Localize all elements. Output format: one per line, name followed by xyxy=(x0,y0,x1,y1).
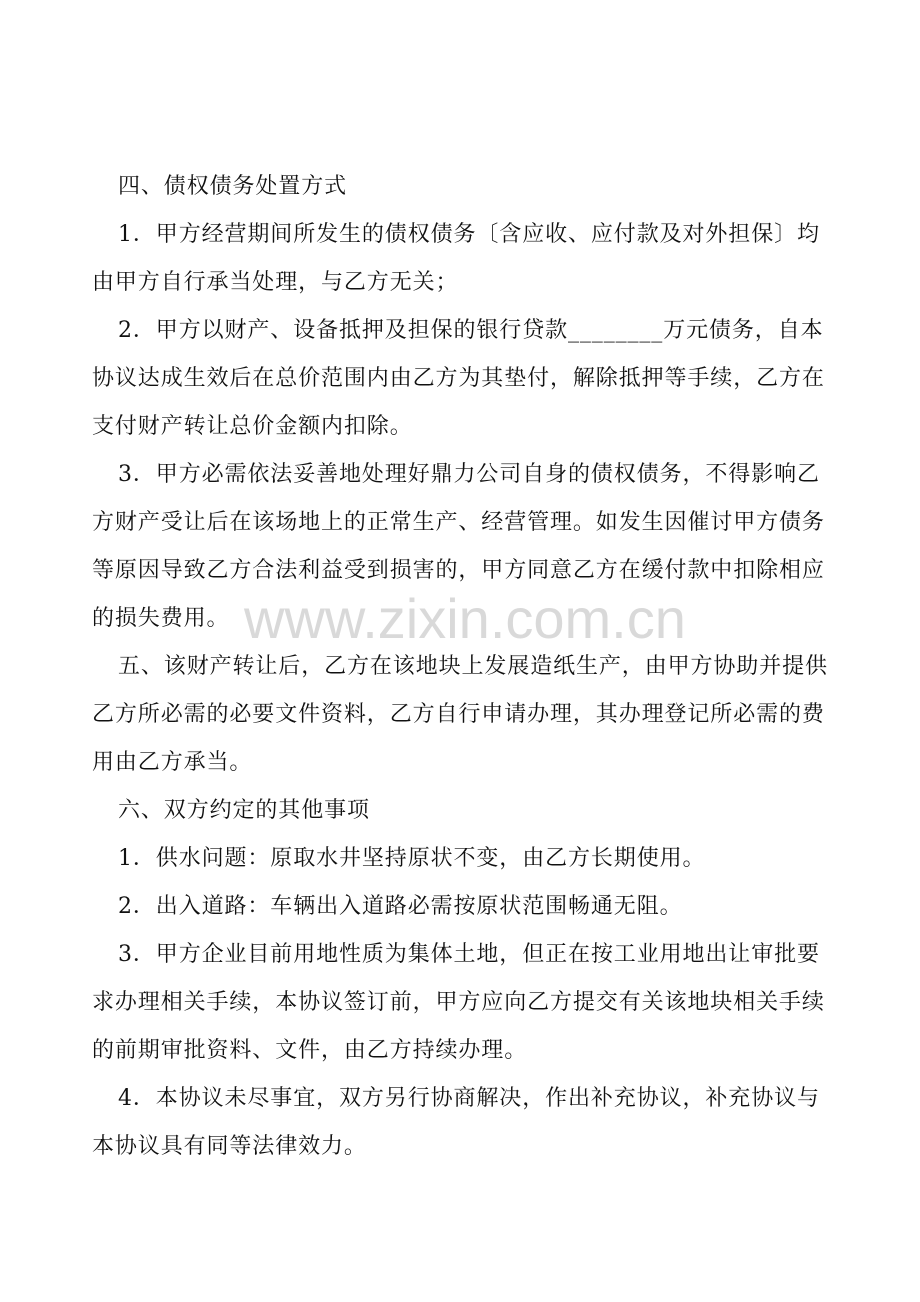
paragraph xyxy=(92,835,837,883)
text-line: 用由乙方承当。 xyxy=(92,750,253,775)
text-line: 五、该财产转让后，乙方在该地块上发展造纸生产，由甲方协助并提供 xyxy=(118,654,828,679)
text-line: 求办理相关手续，本协议签订前，甲方应向乙方提交有关该地块相关手续 xyxy=(92,990,825,1015)
paragraph xyxy=(92,451,837,650)
paragraph xyxy=(92,163,837,211)
document-body xyxy=(92,163,837,1171)
text-line: 等原因导致乙方合法利益受到损害的，甲方同意乙方在缓付款中扣除相应 xyxy=(92,558,825,583)
watermark: www.zixin.com.cn xyxy=(244,587,686,650)
text-line: 2．出入道路：车辆出入道路必需按原状范围畅通无阻。 xyxy=(118,894,683,919)
text-line: 4．本协议未尽事宜，双方另行协商解决，作出补充协议，补充协议与 xyxy=(118,1086,820,1111)
paragraph xyxy=(92,883,837,931)
text-line: 四、债权债务处置方式 xyxy=(118,174,348,199)
text-line: 协议达成生效后在总价范围内由乙方为其垫付，解除抵押等手续，乙方在 xyxy=(92,366,825,391)
paragraph xyxy=(92,1075,837,1171)
paragraph xyxy=(92,643,837,787)
text-line: 乙方所必需的必要文件资料，乙方自行申请办理，其办理登记所必需的费 xyxy=(92,702,825,727)
text-line: 支付财产转让总价金额内扣除。 xyxy=(92,414,413,439)
paragraph xyxy=(92,307,837,451)
text-line: 由甲方自行承当处理，与乙方无关； xyxy=(92,270,459,295)
text-line: 的前期审批资料、文件，由乙方持续办理。 xyxy=(92,1038,528,1063)
paragraph xyxy=(92,787,837,835)
text-line: 方财产受让后在该场地上的正常生产、经营管理。如发生因催讨甲方债务 xyxy=(92,510,825,535)
text-line: 1．供水问题：原取水井坚持原状不变，由乙方长期使用。 xyxy=(118,846,706,871)
paragraph xyxy=(92,931,837,1075)
text-line: 1．甲方经营期间所发生的债权债务〔含应收、应付款及对外担保〕均 xyxy=(118,222,820,247)
text-line: 3．甲方必需依法妥善地处理好鼎力公司自身的债权债务，不得影响乙 xyxy=(118,462,820,487)
text-line: 本协议具有同等法律效力。 xyxy=(92,1134,367,1159)
text-line: 3．甲方企业目前用地性质为集体土地，但正在按工业用地出让审批要 xyxy=(118,942,820,967)
text-line: 2．甲方以财产、设备抵押及担保的银行贷款________万元债务，自本 xyxy=(118,318,824,343)
text-line: 的损失费用。 xyxy=(92,606,230,631)
paragraph xyxy=(92,211,837,307)
text-line: 六、双方约定的其他事项 xyxy=(118,798,370,823)
